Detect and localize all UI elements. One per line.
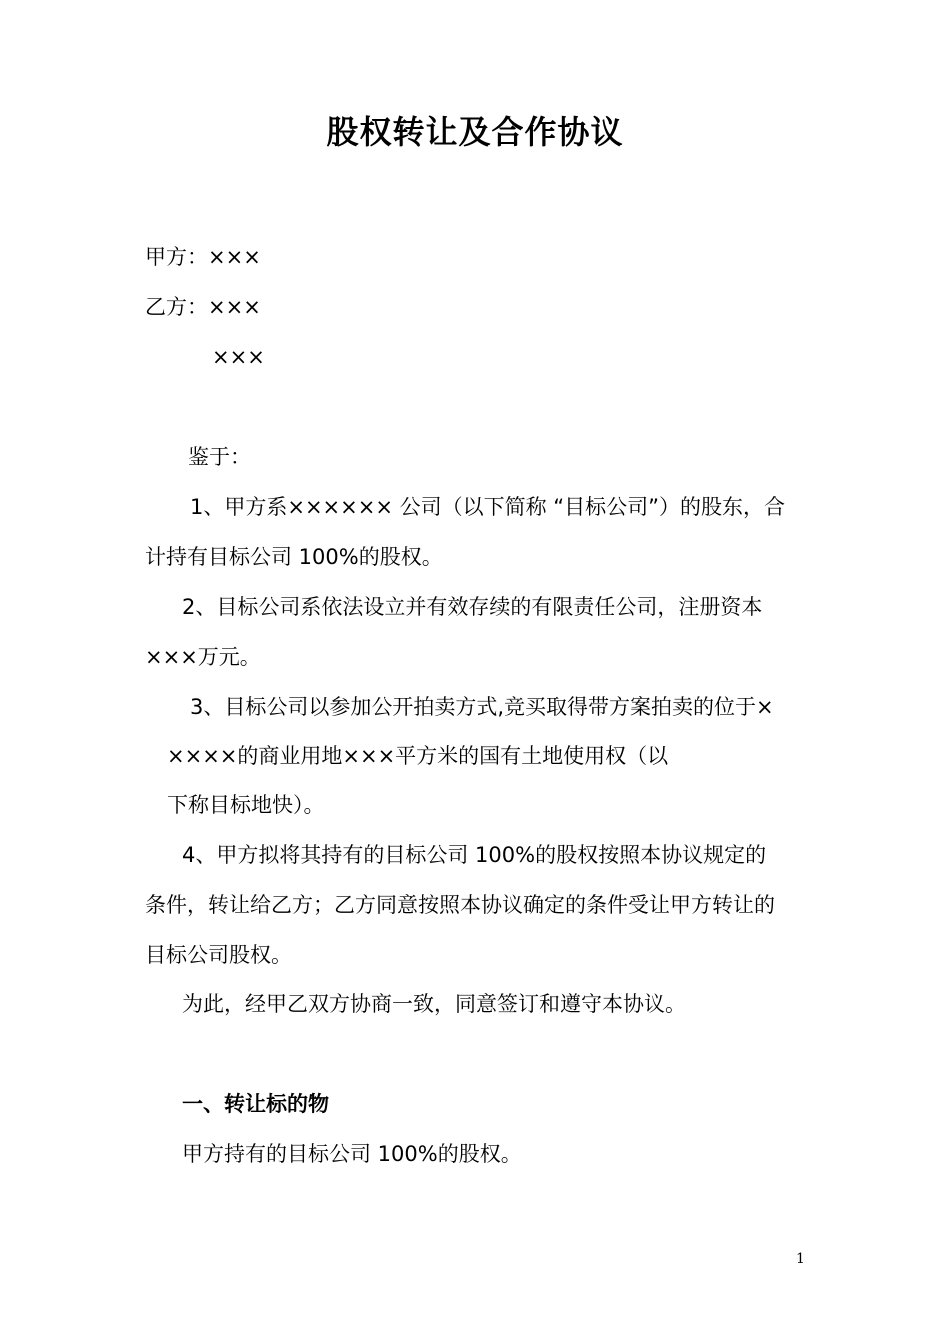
agreement-statement: 为此，经甲乙双方协商一致，同意签订和遵守本协议。	[182, 992, 686, 1016]
recital-2-line-1: 2、目标公司系依法设立并有效存续的有限责任公司，注册资本	[182, 595, 763, 619]
recital-1-line-2: 计持有目标公司 100%的股权。	[145, 545, 443, 569]
party-b-extra-line: ×××	[212, 345, 265, 369]
recital-3-line-1: 3、目标公司以参加公开拍卖方式,竞买取得带方案拍卖的位于×	[190, 695, 774, 719]
party-b-line: 乙方：×××	[145, 295, 261, 319]
recital-2-line-2: ×××万元。	[145, 645, 261, 669]
recital-4-line-1: 4、甲方拟将其持有的目标公司 100%的股权按照本协议规定的	[182, 843, 767, 867]
section-1-body: 甲方持有的目标公司 100%的股权。	[182, 1142, 522, 1166]
recital-4-line-3: 目标公司股权。	[145, 943, 292, 967]
recital-3-line-2: ××××的商业用地×××平方米的国有土地使用权（以	[167, 744, 669, 768]
whereas-label: 鉴于：	[188, 445, 251, 469]
party-a-line: 甲方：×××	[145, 245, 261, 269]
page-number: 1	[796, 1251, 805, 1267]
recital-3-line-3: 下称目标地快）。	[167, 793, 325, 817]
document-title: 股权转让及合作协议	[326, 113, 624, 151]
recital-4-line-2: 条件，转让给乙方；乙方同意按照本协议确定的条件受让甲方转让的	[145, 893, 775, 917]
section-1-heading: 一、转让标的物	[182, 1092, 329, 1116]
recital-1-line-1: 1、甲方系×××××× 公司（以下简称 “目标公司”）的股东，合	[190, 495, 786, 519]
